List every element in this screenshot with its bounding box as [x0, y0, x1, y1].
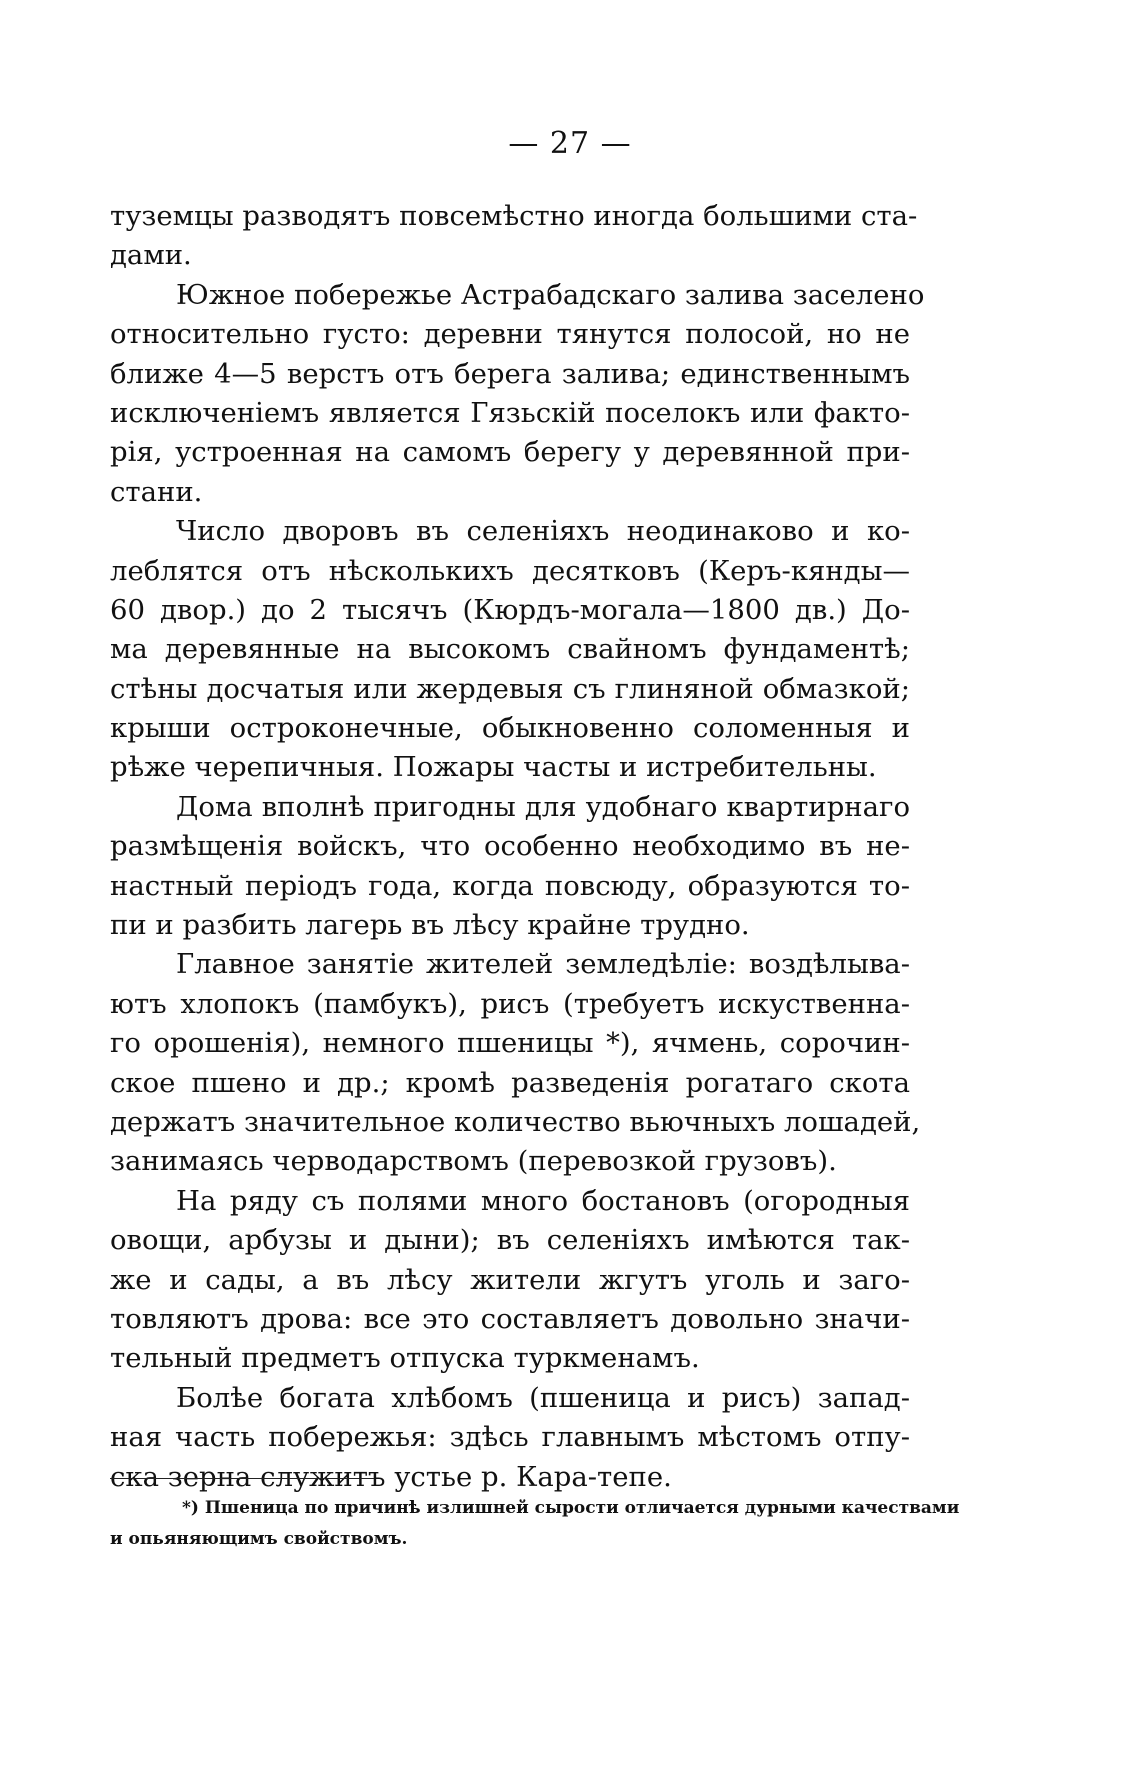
text-line: Дома вполнѣ пригодны для удобнаго квартирнаго [176, 790, 910, 823]
text-line: ское пшено и др.; кромѣ разведенія рогатаго скота [110, 1066, 910, 1099]
text-line: Главное занятіе жителей земледѣліе: воздѣлыва- [176, 948, 910, 981]
text-line: овощи, арбузы и дыни); въ селеніяхъ имѣются так- [110, 1224, 910, 1257]
text-line: крыши остроконечные, обыкновенно соломенныя и [110, 712, 910, 745]
text-line: На ряду съ полями много бостановъ (огородныя [176, 1184, 910, 1217]
text-line: туземцы разводятъ повсемѣстно иногда большими ста- [110, 200, 918, 232]
text-line: же и сады, а въ лѣсу жители жгутъ уголь и заго- [110, 1263, 910, 1296]
text-line: го орошенія), немного пшеницы *), ячмень, сорочин- [110, 1027, 910, 1060]
text-line: товляютъ дрова: все это составляетъ довольно значи- [110, 1302, 910, 1335]
text-line: рѣже черепичныя. Пожары часты и истребительны. [110, 751, 877, 784]
text-line: пи и разбить лагерь въ лѣсу крайне трудно. [110, 909, 750, 942]
text-line: Южное побережье Астрабадскаго залива заселено [176, 278, 925, 311]
text-line: Число дворовъ въ селеніяхъ неодинаково и ко- [176, 515, 910, 548]
text-line: тельный предметъ отпуска туркменамъ. [110, 1342, 700, 1375]
text-line: размѣщенія войскъ, что особенно необходимо въ не- [110, 830, 910, 863]
text-line: исключеніемъ является Гязьскій поселокъ или факто- [110, 396, 910, 429]
text-line: Болѣе богата хлѣбомъ (пшеница и рисъ) запад- [176, 1381, 910, 1414]
text-line: леблятся отъ нѣсколькихъ десятковъ (Керъ-кянды— [110, 554, 910, 587]
text-line: ная часть побережья: здѣсь главнымъ мѣстомъ отпу- [110, 1421, 910, 1454]
text-line: держатъ значительное количество вьючныхъ лошадей, [110, 1105, 921, 1138]
text-line: настный періодъ года, когда повсюду, образуются то- [110, 869, 910, 902]
text-line: рія, устроенная на самомъ берегу у деревянной при- [110, 436, 910, 469]
text-line: ска зерна служитъ устье р. Кара-тепе. [110, 1460, 672, 1493]
footnote-line: *) Пшеница по причинѣ излишней сырости отличается дурными качествами [182, 1498, 960, 1518]
main-text [110, 197, 925, 1497]
footnote-divider [110, 1478, 374, 1479]
page-number: — 27 — [508, 126, 632, 161]
text-line: 60 двор.) до 2 тысячъ (Кюрдъ-могала—1800 дв.) До- [110, 593, 910, 626]
footnote-line: и опьяняющимъ свойствомъ. [110, 1529, 408, 1549]
text-line: ма деревянные на высокомъ свайномъ фундаментѣ; [110, 633, 910, 666]
text-line: ютъ хлопокъ (памбукъ), рисъ (требуетъ искуственна- [110, 987, 910, 1020]
footnote [110, 1493, 960, 1555]
text-line: стѣны досчатыя или жердевыя съ глиняной обмазкой; [110, 672, 910, 705]
text-line: относительно густо: деревни тянутся полосой, но не [110, 318, 910, 351]
text-line: дами. [110, 239, 192, 272]
text-line: ближе 4—5 верстъ отъ берега залива; единственнымъ [110, 357, 910, 390]
text-line: стани. [110, 475, 203, 508]
text-line: занимаясь черводарствомъ (перевозкой грузовъ). [110, 1145, 837, 1178]
